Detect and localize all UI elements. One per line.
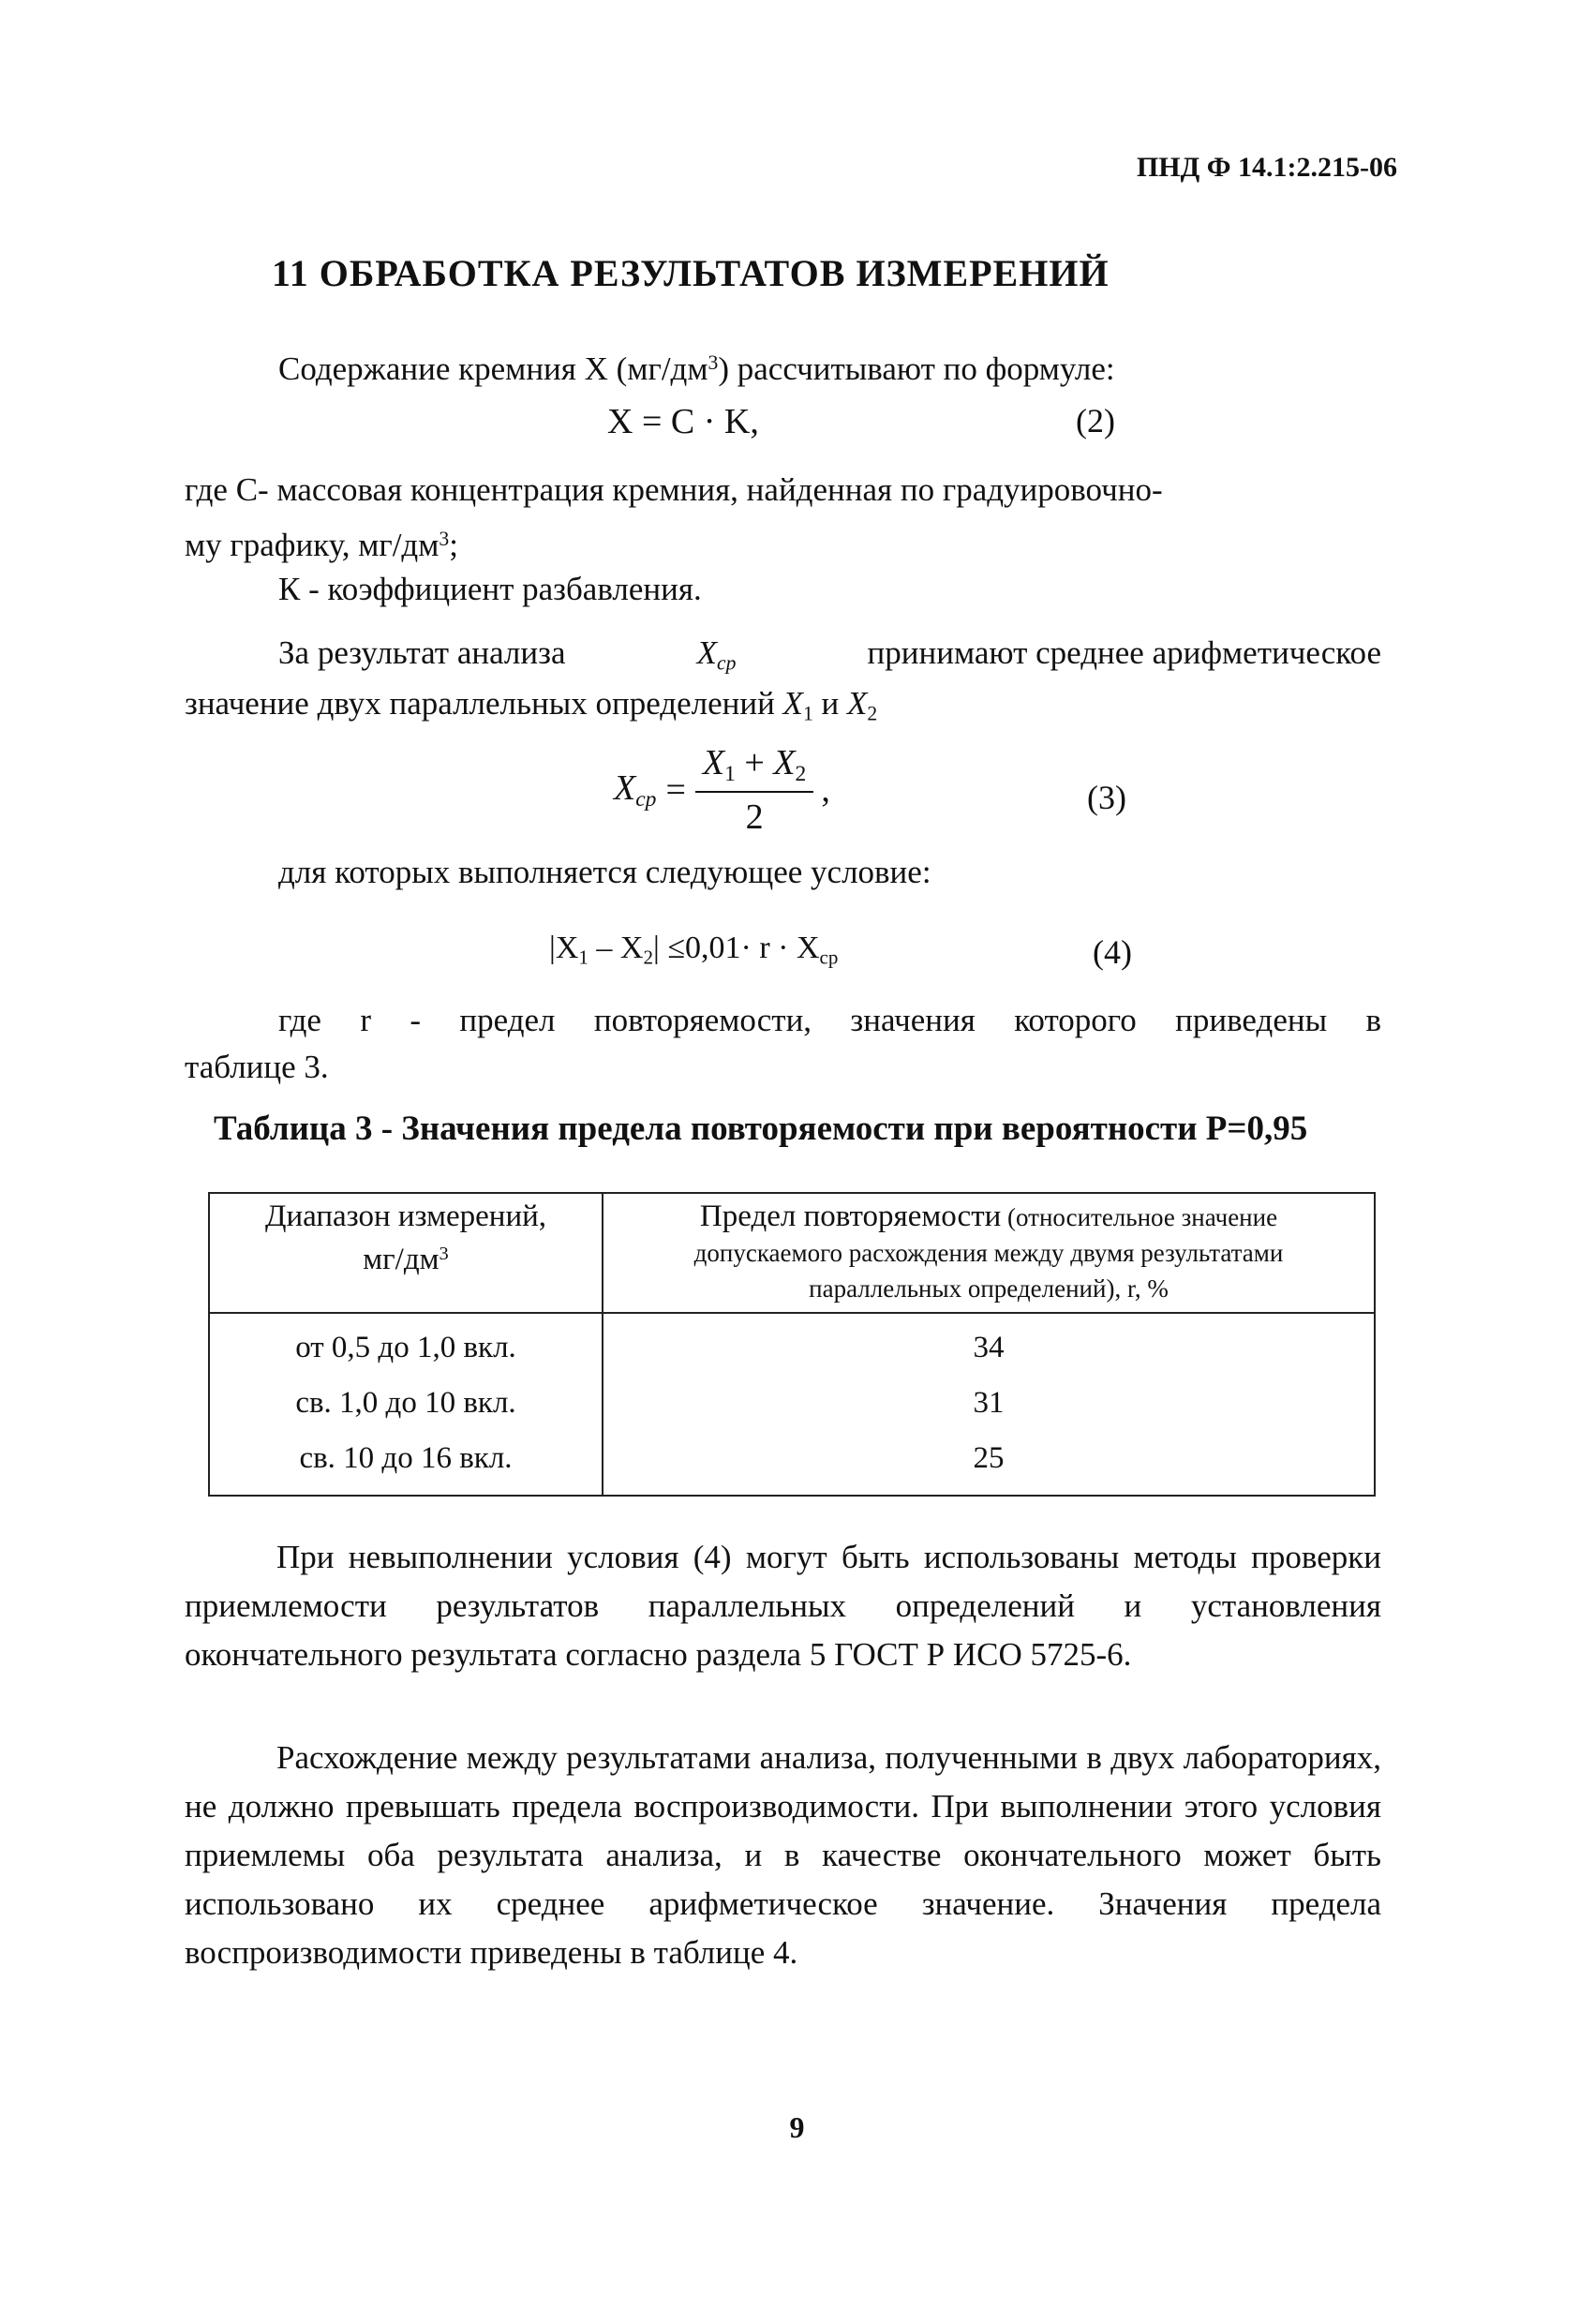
formula-3-number: (3) [1087,779,1126,816]
table-3-header-repeatability [603,1193,1375,1313]
formula-3-plus: + [744,743,765,782]
x2-symbol: X [847,685,868,722]
formula-3-x: X [614,768,636,808]
formula-3-denominator: 2 [745,797,764,838]
result-line2-text: значение двух параллельных определений [185,685,775,722]
intro-text-before: Содержание кремния X (мг/дм [278,350,708,387]
table-row [209,1431,1375,1496]
formula-4-number: (4) [1093,933,1132,971]
formula-3-x1: X [702,743,725,782]
where-c-line1: где С- массовая концентрация кремния, найденная по градуировочно- [185,471,1163,508]
formula-3-numerator [695,742,813,793]
formula-4-x2-sub: 2 [643,946,654,969]
table-row [209,1313,1375,1376]
formula-4-x2: X [619,931,644,965]
where-c-line2-text: му графику, мг/дм [185,526,439,563]
formula-4-rhs: ≤0,01· r · X [667,931,820,965]
formula-4-bar-right: | [653,931,660,965]
where-c-line2 [185,515,458,569]
table-3-caption: Таблица 3 - Значения предела повторяемости при вероятности P=0,95 [214,1110,1308,1148]
formula-4-x1-sub: 1 [578,946,588,969]
formula-3-x2: X [773,743,796,782]
table-3-header-range-label: Диапазон измерений, [264,1199,547,1233]
intro-text-after: ) рассчитывают по формуле: [718,350,1115,387]
formula-3-lhs [614,767,656,812]
table-3-header-range-unit-line [216,1235,596,1278]
table-3-header-range-unit: мг/дм [363,1243,439,1277]
formula-2-number: (2) [1076,402,1115,439]
formula-2: X = C · K, [607,402,759,441]
result-line2 [185,680,877,737]
where-c-superscript: 3 [439,528,450,550]
table-3-header-main: Предел повторяемости [699,1199,1002,1233]
table-cell-r: 25 [603,1431,1375,1496]
formula-3-x-sub: ср [635,787,657,812]
x1-subscript: 1 [802,702,813,725]
intro-superscript: 3 [708,351,719,374]
table-3 [208,1192,1376,1497]
where-r-line2: таблице 3. [185,1049,329,1085]
table-cell-r: 34 [603,1313,1375,1376]
formula-4 [549,931,838,969]
condition-line: для которых выполняется следующее условие: [278,854,931,890]
table-3-header-small1: (относительное значение [1001,1203,1278,1231]
intro-line [278,339,1115,393]
table-3-header-line1 [609,1198,1368,1235]
result-part1: За результат анализа [278,634,566,671]
table-3-header-small2: допускаемого расхождения между двумя результатами [693,1239,1284,1267]
table-3-header-small3: параллельных определений), r, % [809,1274,1169,1303]
table-cell-range: св. 10 до 16 вкл. [209,1431,603,1496]
formula-4-bar-left: | [549,931,556,965]
paragraph-reproducibility: Расхождение между результатами анализа, полученными в двух лабораториях, не должно превышать предела воспроизводимости. При выполнении этого условия приемлемы оба результата анализа, и в качестве окончательного может быть использовано их среднее арифметическое значение. Значения предела воспроизводимости приведены в таблице 4. [185,1739,1381,1971]
paragraph-condition-failure: При невыполнении условия (4) могут быть использованы методы проверки приемлемости результатов параллельных определений и установления окончательного результата согласно раздела 5 ГОСТ Р ИСО 5725-6. [185,1539,1381,1673]
formula-4-x1: X [555,931,579,965]
table-cell-r: 31 [603,1376,1375,1431]
and-word: и [821,685,840,722]
x2-subscript: 2 [867,702,878,725]
result-xcp-symbol [697,630,737,687]
formula-3-fraction [695,742,813,838]
section-title: 11 ОБРАБОТКА РЕЗУЛЬТАТОВ ИЗМЕРЕНИЙ [272,252,1110,294]
table-cell-range: от 0,5 до 1,0 вкл. [209,1313,603,1376]
formula-3-x1-sub: 1 [724,762,736,787]
result-x-sub: ср [716,651,737,675]
result-part2: принимают среднее арифметическое [867,634,1381,671]
where-k-line: К - коэффициент разбавления. [278,571,702,607]
table-3-header-unit-superscript: 3 [439,1244,449,1264]
formula-4-rhs-sub: ср [819,946,839,969]
where-r-line1: где r - предел повторяемости, значения которого приведены в [278,1002,1381,1038]
page-number: 9 [789,2110,805,2144]
formula-4-minus: – [596,931,613,965]
x1-symbol: X [782,685,803,722]
table-3-header-range [209,1193,603,1313]
table-cell-range: св. 1,0 до 10 вкл. [209,1376,603,1431]
table-row [209,1376,1375,1431]
formula-3-comma: , [821,770,830,811]
formula-3 [614,742,830,838]
document-code-header: ПНД Ф 14.1:2.215-06 [1136,152,1397,183]
table-3-header-row [209,1193,1375,1313]
formula-3-equals: = [665,770,686,811]
where-c-line2-end: ; [449,526,458,563]
formula-3-x2-sub: 2 [795,762,807,787]
result-line1 [278,630,1381,687]
result-x: X [696,634,717,671]
